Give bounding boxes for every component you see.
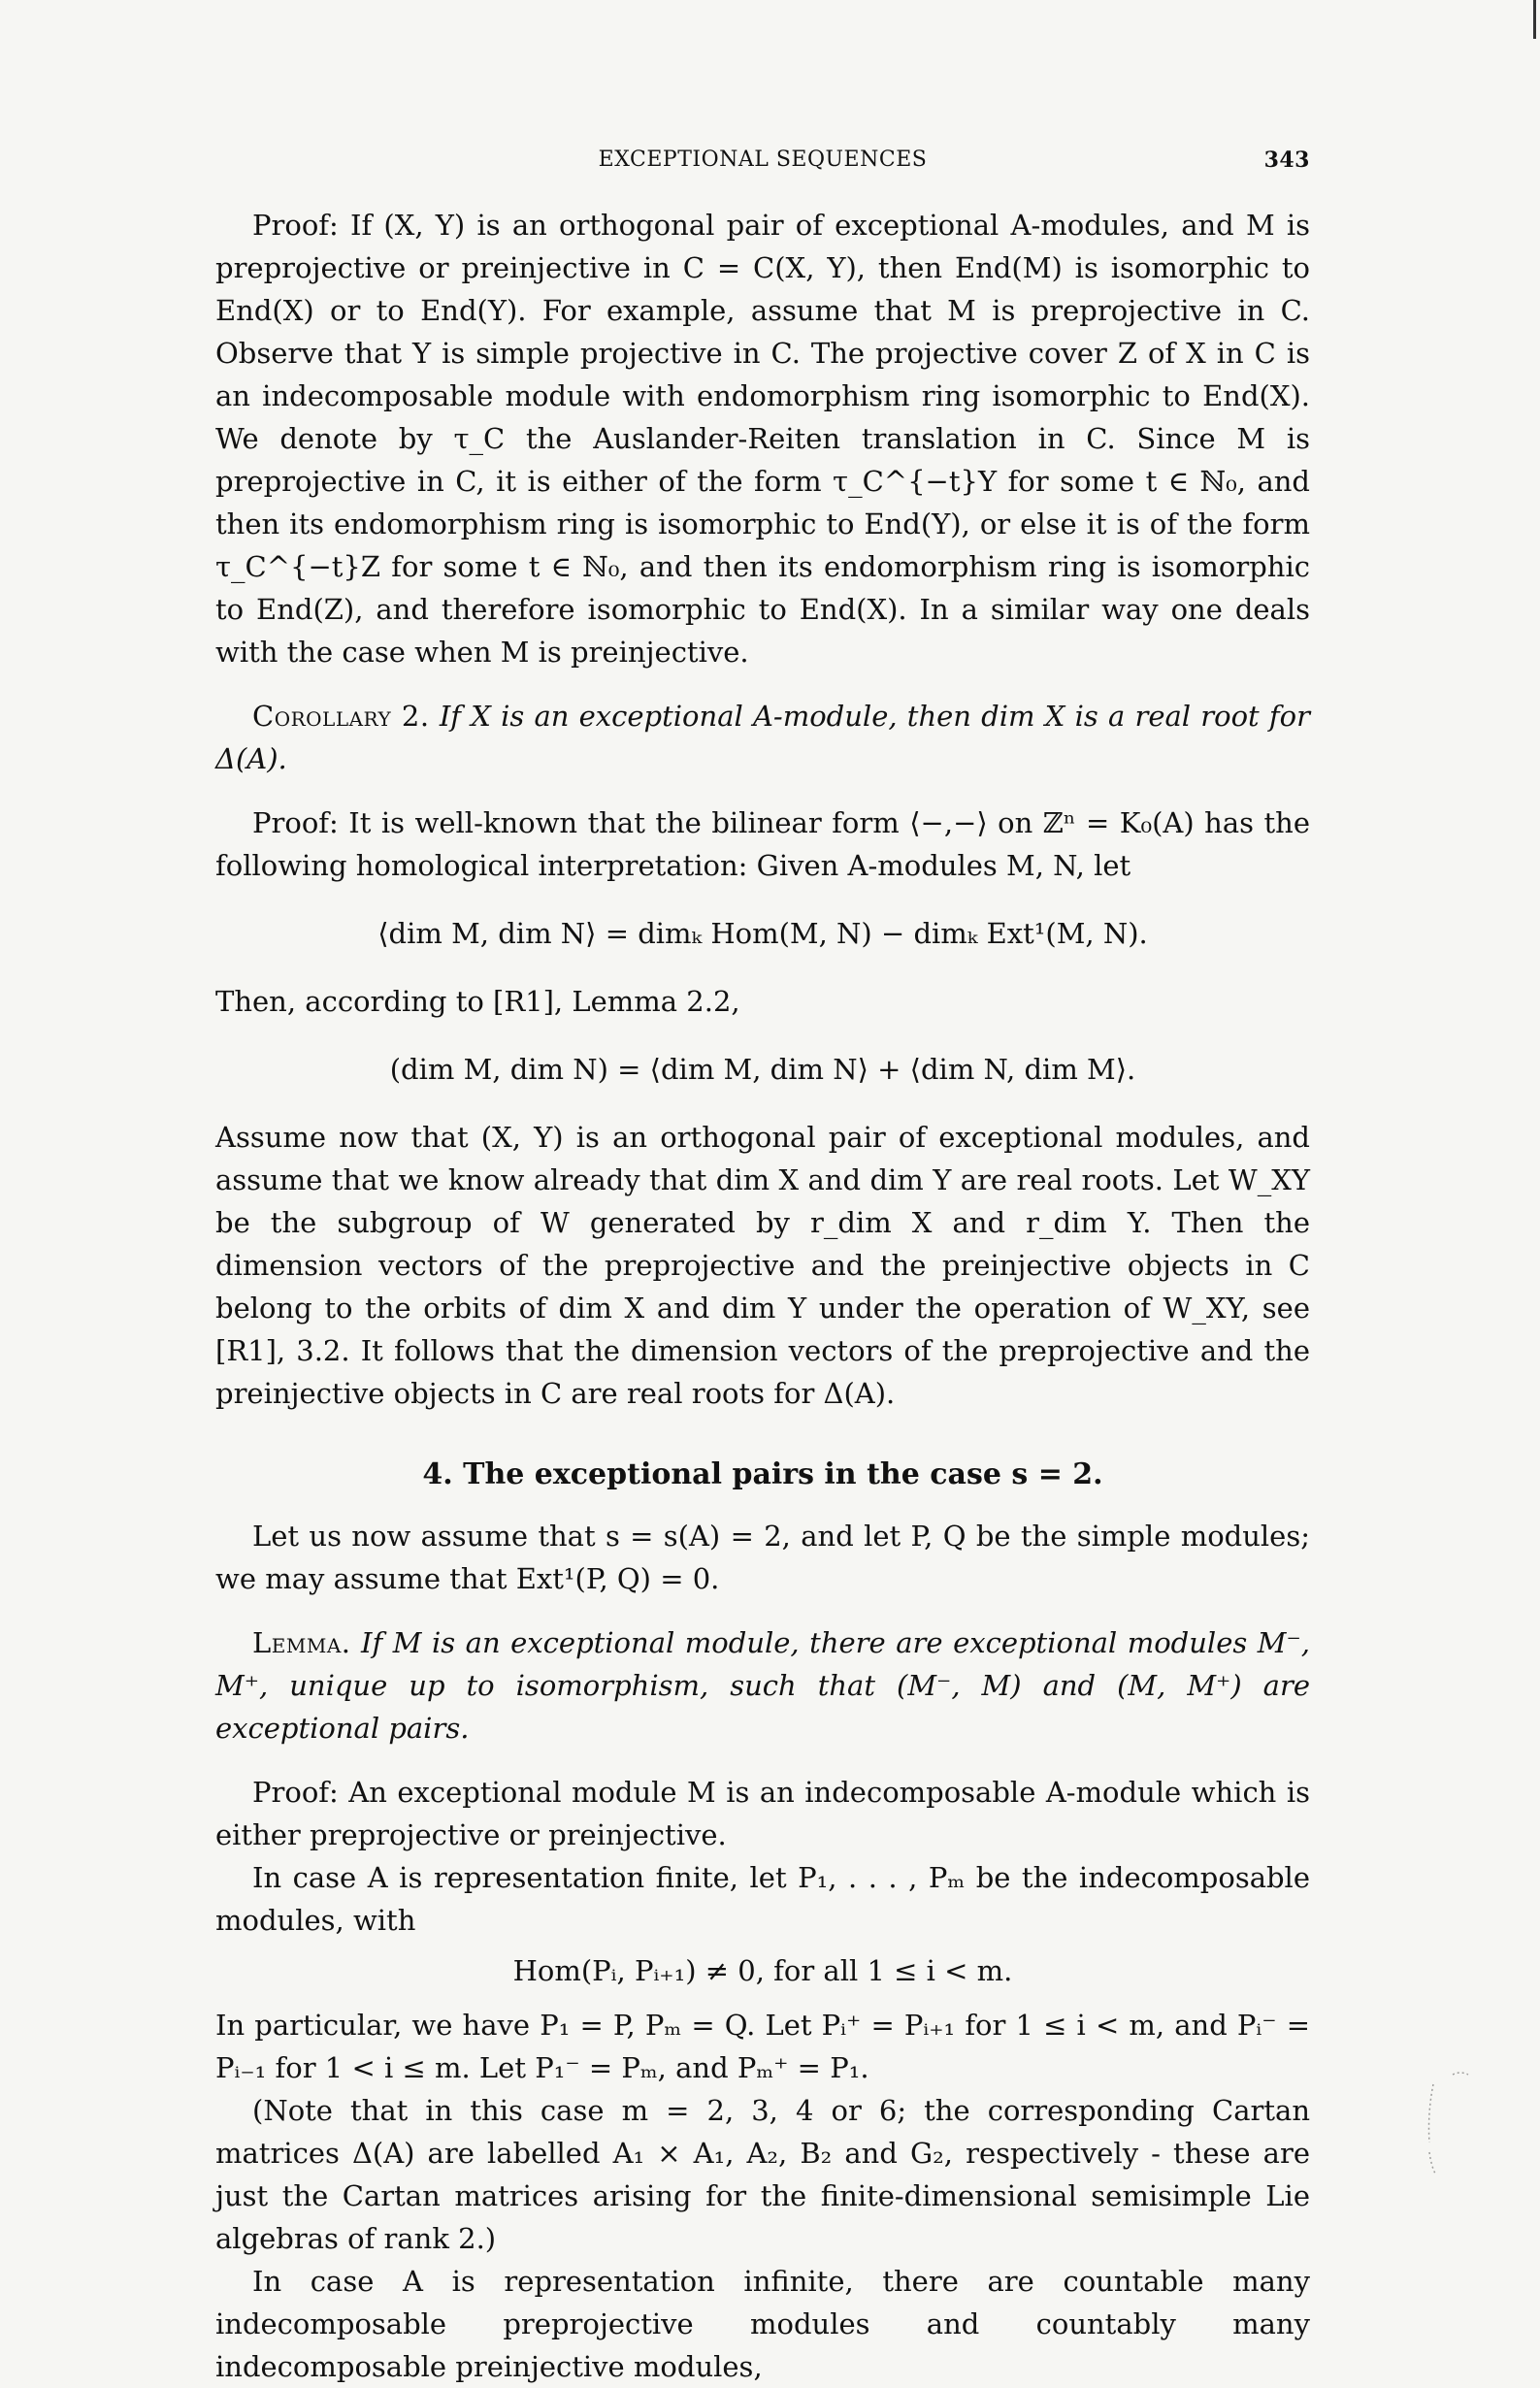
infinite-case-paragraph: In case A is representation infinite, there are countable many indecomposable preprojective modules and countably many indecomposable preinjective modules, [215,2265,1310,2383]
equation-hom-nonzero: Hom(Pᵢ, Pᵢ₊₁) ≠ 0, for all 1 ≤ i < m. [512,1954,1013,1987]
corollary-2 [215,695,1310,780]
section-heading: 4. The exceptional pairs in the case s = 2. [422,1457,1103,1491]
finite-case-paragraph: In case A is representation finite, let P₁, . . . , Pₘ be the indecomposable modules, with [215,1861,1310,1937]
assume-paragraph: Assume now that (X, Y) is an orthogonal pair of exceptional modules, and assume that we know already that dim X and dim Y are real roots. Let W_XY be the subgroup of W generated by r_dim X and r_dim Y. Then the dimension vectors of the preprojective and the preinjective objects in C belong to the orbits of dim X and dim Y under the operation of W_XY, see [R1], 3.2. It follows that the dimension vectors of the preprojective and the preinjective objects in C are real roots for Δ(A). [215,1121,1310,1410]
equation-symmetric-form: (dim M, dim N) = ⟨dim M, dim N⟩ + ⟨dim N, dim M⟩. [389,1053,1136,1086]
proof-paragraph-3: Proof: An exceptional module M is an indecomposable A-module which is either preprojective or preinjective. [215,1776,1310,1851]
scan-edge-mark [1533,0,1536,39]
equation-bilinear-form: ⟨dim M, dim N⟩ = dimₖ Hom(M, N) − dimₖ Ext¹(M, N). [377,917,1148,950]
page-content [215,136,1310,2388]
corollary-label: Corollary 2. [252,700,430,733]
running-title: EXCEPTIONAL SEQUENCES [598,147,928,172]
then-paragraph: Then, according to [R1], Lemma 2.2, [215,985,740,1018]
corollary-statement: If X is an exceptional A-module, then dim X is a real root for Δ(A). [215,700,1310,775]
particular-paragraph: In particular, we have P₁ = P, Pₘ = Q. Let Pᵢ⁺ = Pᵢ₊₁ for 1 ≤ i < m, and Pᵢ⁻ = Pᵢ₋₁ for 1 < i ≤ m. Let P₁⁻ = Pₘ, and Pₘ⁺ = P₁. [215,2009,1310,2084]
scan-speckle-marks [1394,2065,1482,2191]
lemma-statement: If M is an exceptional module, there are exceptional modules M⁻, M⁺, unique up to isomorphism, such that (M⁻, M) and (M, M⁺) are exceptional pairs. [215,1626,1310,1745]
running-head [215,136,1310,175]
proof-paragraph-2: Proof: It is well-known that the bilinear form ⟨−,−⟩ on ℤⁿ = K₀(A) has the following homological interpretation: Given A-modules M, N, let [215,806,1310,882]
note-paragraph: (Note that in this case m = 2, 3, 4 or 6; the corresponding Cartan matrices Δ(A) are labelled A₁ × A₁, A₂, B₂ and G₂, respectively - these are just the Cartan matrices arising for the finite-dimensional semisimple Lie algebras of rank 2.) [215,2094,1310,2255]
proof-paragraph-1: Proof: If (X, Y) is an orthogonal pair of exceptional A-modules, and M is preprojective or preinjective in C = C(X, Y), then End(M) is isomorphic to End(X) or to End(Y). For example, assume that M is preprojective in C. Observe that Y is simple projective in C. The projective cover Z of X in C is an indecomposable module with endomorphism ring isomorphic to End(X). We denote by τ_C the Auslander-Reiten translation in C. Since M is preprojective in C, it is either of the form τ_C^{−t}Y for some t ∈ ℕ₀, and then its endomorphism ring is isomorphic to End(Y), or else it is of the form τ_C^{−t}Z for some t ∈ ℕ₀, and then its endomorphism ring is isomorphic to End(Z), and therefore isomorphic to End(X). In a similar way one deals with the case when M is preinjective. [215,209,1310,669]
page-number: 343 [1263,147,1310,173]
lemma [215,1621,1310,1750]
lemma-label: Lemma. [252,1626,351,1659]
section-intro-paragraph: Let us now assume that s = s(A) = 2, and let P, Q be the simple modules; we may assume that Ext¹(P, Q) = 0. [215,1520,1310,1595]
